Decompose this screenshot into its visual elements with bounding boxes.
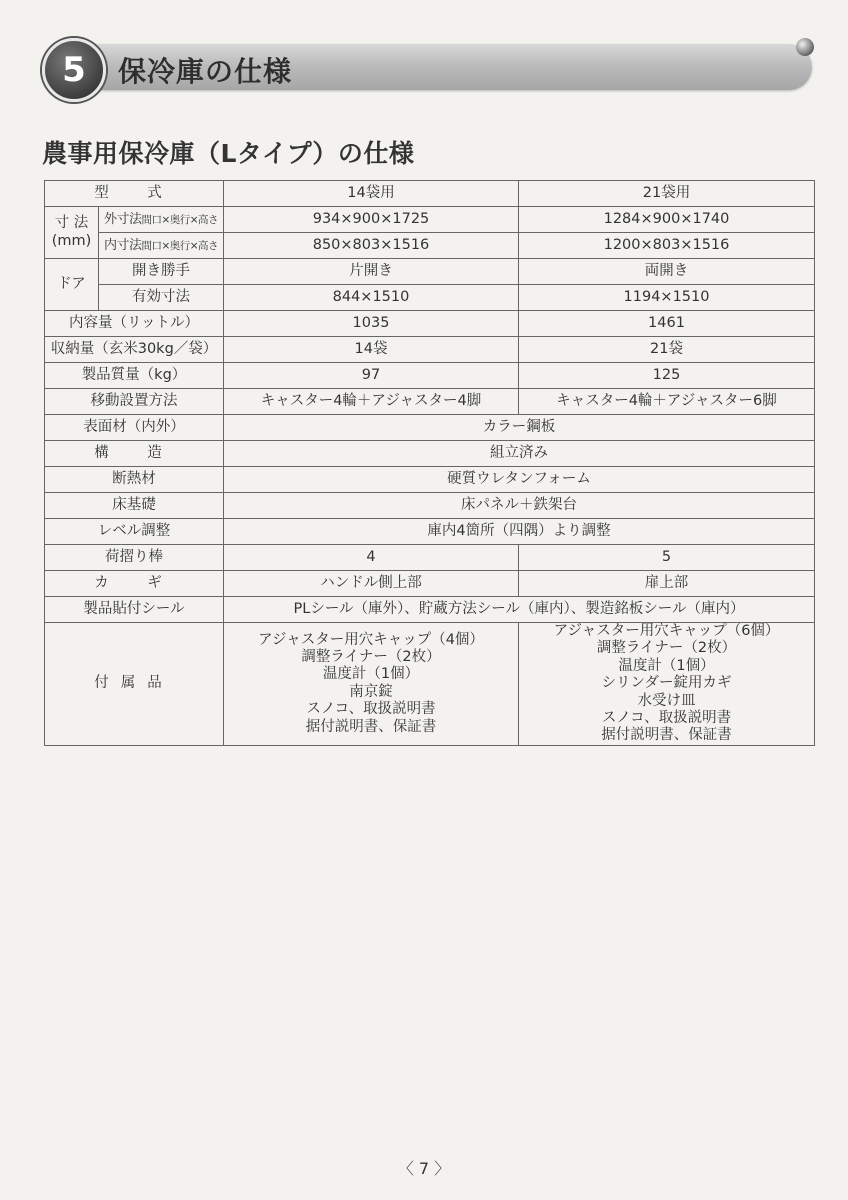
table-row <box>45 493 815 519</box>
table-row <box>45 415 815 441</box>
table-row <box>45 233 815 259</box>
accessory-item: 南京錠 <box>349 683 393 700</box>
accessory-item: スノコ、取扱説明書 <box>601 709 732 726</box>
door-opening-14: 片開き <box>224 259 519 285</box>
door-opening-label: 開き勝手 <box>99 259 224 285</box>
table-row <box>45 337 815 363</box>
mass-21: 125 <box>519 363 815 389</box>
door-effective-14: 844×1510 <box>224 285 519 311</box>
level-value: 庫内4箇所（四隅）より調整 <box>224 519 815 545</box>
table-row <box>45 545 815 571</box>
accessory-item: アジャスター用穴キャップ（4個） <box>258 631 484 648</box>
accessories-14 <box>224 623 519 746</box>
structure-value: 組立済み <box>224 441 815 467</box>
table-row <box>45 259 815 285</box>
accessory-item: 温度計（1個） <box>322 666 420 683</box>
mass-14: 97 <box>224 363 519 389</box>
table-row <box>45 285 815 311</box>
capacity-label: 内容量（リットル） <box>45 311 224 337</box>
capacity-21: 1461 <box>519 311 815 337</box>
table-row <box>45 441 815 467</box>
table-row <box>45 389 815 415</box>
key-21: 扉上部 <box>519 571 815 597</box>
door-group-label: ドア <box>45 259 99 311</box>
mass-label: 製品質量（kg） <box>45 363 224 389</box>
accessory-item: 調整ライナー（2枚） <box>596 640 737 657</box>
size-group-label <box>45 207 99 259</box>
section-banner <box>42 38 812 100</box>
accessory-item: 調整ライナー（2枚） <box>301 649 441 666</box>
seal-label: 製品貼付シール <box>45 597 224 623</box>
insulation-label: 断熱材 <box>45 467 224 493</box>
rails-21: 5 <box>519 545 815 571</box>
accessory-item: シリンダー錠用カギ <box>601 675 732 692</box>
inner-size-note: 間口×奥行×高さ <box>141 239 219 252</box>
inner-size-21: 1200×803×1516 <box>519 233 815 259</box>
install-14: キャスター4輪＋アジャスター4脚 <box>224 389 519 415</box>
table-row <box>45 181 815 207</box>
door-effective-label: 有効寸法 <box>99 285 224 311</box>
header-col-14: 14袋用 <box>224 181 519 207</box>
page-number: 〈 7 〉 <box>397 1159 451 1178</box>
door-effective-21: 1194×1510 <box>519 285 815 311</box>
table-row <box>45 519 815 545</box>
accessory-item: 温度計（1個） <box>618 657 715 674</box>
outer-size-note: 間口×奥行×高さ <box>141 213 219 226</box>
table-row <box>45 467 815 493</box>
size-group-title: 寸 法 <box>54 215 89 232</box>
banner-dot-ornament <box>796 38 814 56</box>
accessory-item: 据付説明書、保証書 <box>305 718 437 735</box>
door-opening-21: 両開き <box>519 259 815 285</box>
floor-value: 床パネル＋鉄架台 <box>224 493 815 519</box>
section-title: 保冷庫の仕様 <box>118 55 293 88</box>
accessory-item: アジャスター用穴キャップ（6個） <box>553 623 780 639</box>
level-label: レベル調整 <box>45 519 224 545</box>
seal-value: PLシール（庫外）、貯蔵方法シール（庫内）、製造銘板シール（庫内） <box>224 597 815 623</box>
outer-size-title: 外寸法 <box>103 211 142 227</box>
capacity-14: 1035 <box>224 311 519 337</box>
storage-21: 21袋 <box>519 337 815 363</box>
inner-size-label <box>99 233 224 259</box>
spec-table <box>44 180 815 746</box>
accessories-21 <box>519 623 815 746</box>
insulation-value: 硬質ウレタンフォーム <box>224 467 815 493</box>
outer-size-label <box>99 207 224 233</box>
table-row <box>45 571 815 597</box>
table-row <box>45 311 815 337</box>
structure-label: 構 造 <box>45 441 224 467</box>
accessories-label: 付属品 <box>45 623 224 746</box>
page-subtitle: 農事用保冷庫（Lタイプ）の仕様 <box>42 139 415 168</box>
table-row <box>45 363 815 389</box>
key-label: カ ギ <box>45 571 224 597</box>
storage-14: 14袋 <box>224 337 519 363</box>
key-14: ハンドル側上部 <box>224 571 519 597</box>
inner-size-14: 850×803×1516 <box>224 233 519 259</box>
table-row <box>45 623 815 746</box>
inner-size-title: 内寸法 <box>103 237 142 253</box>
install-label: 移動設置方法 <box>45 389 224 415</box>
table-row <box>45 207 815 233</box>
rails-label: 荷摺り棒 <box>45 545 224 571</box>
header-label: 型 式 <box>45 181 224 207</box>
surface-value: カラー鋼板 <box>224 415 815 441</box>
table-row <box>45 597 815 623</box>
outer-size-14: 934×900×1725 <box>224 207 519 233</box>
header-col-21: 21袋用 <box>519 181 815 207</box>
accessory-item: 水受け皿 <box>637 692 696 709</box>
section-number-badge: 5 <box>42 38 106 102</box>
storage-label: 収納量（玄米30kg／袋） <box>45 337 224 363</box>
accessory-item: 据付説明書、保証書 <box>601 727 732 744</box>
rails-14: 4 <box>224 545 519 571</box>
install-21: キャスター4輪＋アジャスター6脚 <box>519 389 815 415</box>
surface-label: 表面材（内外） <box>45 415 224 441</box>
floor-label: 床基礎 <box>45 493 224 519</box>
size-group-unit: (mm) <box>51 232 92 249</box>
accessory-item: スノコ、取扱説明書 <box>306 701 436 718</box>
outer-size-21: 1284×900×1740 <box>519 207 815 233</box>
